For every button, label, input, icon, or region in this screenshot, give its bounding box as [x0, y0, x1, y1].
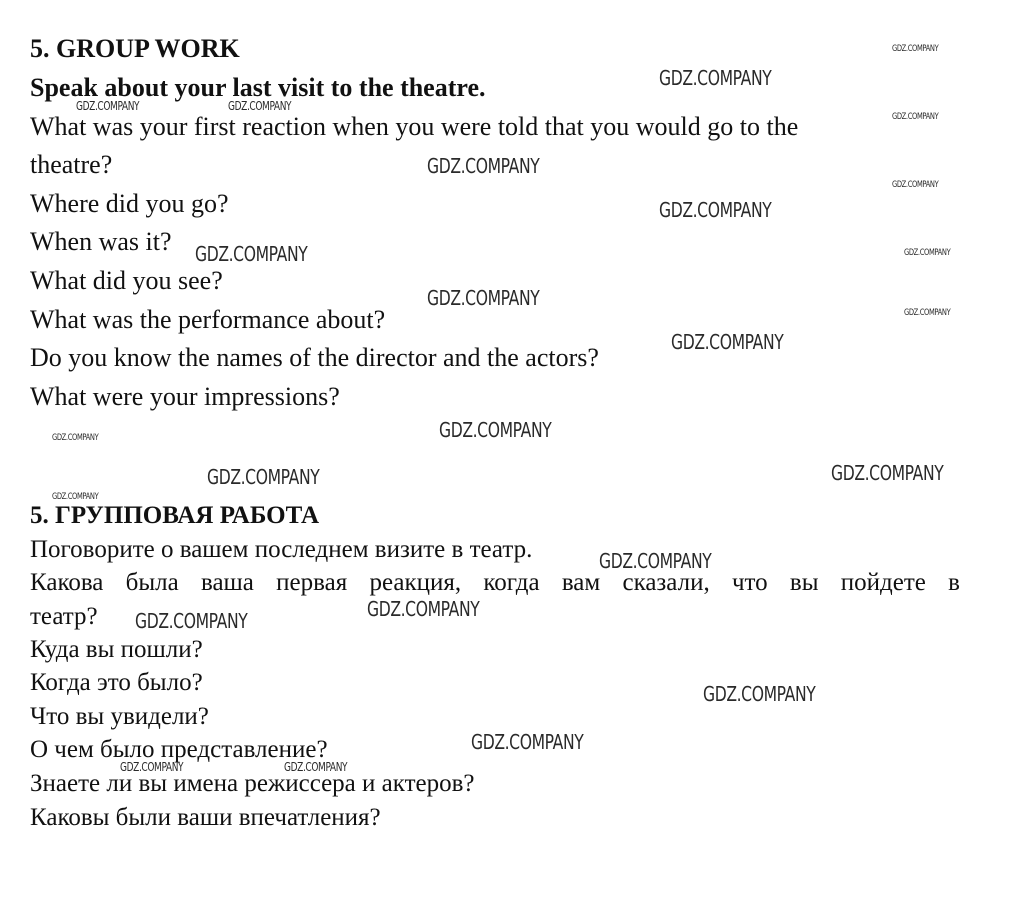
english-instruction: Speak about your last visit to the theatre. [30, 73, 486, 102]
russian-question-1-word: реакция, [369, 569, 462, 596]
russian-heading: 5. ГРУППОВАЯ РАБОТА [30, 502, 320, 529]
watermark-text: GDZ.COMPANY [427, 154, 540, 178]
russian-question-1-line-2: театр? [30, 603, 98, 630]
russian-question-1-word: первая [276, 569, 348, 596]
watermark-text: GDZ.COMPANY [471, 730, 584, 754]
watermark-text: GDZ.COMPANY [367, 597, 480, 621]
watermark-text: GDZ.COMPANY [703, 682, 816, 706]
english-question-7: What were your impressions? [30, 382, 340, 411]
russian-question-1-word: пойдете [840, 569, 926, 596]
watermark-text: GDZ.COMPANY [599, 549, 712, 573]
watermark-text: GDZ.COMPANY [120, 760, 184, 774]
russian-question-4: Что вы увидели? [30, 703, 209, 730]
russian-question-1-word: когда [483, 569, 540, 596]
russian-question-1-word: вы [789, 569, 819, 596]
russian-question-1-word: что [731, 569, 768, 596]
russian-question-1-word: в [948, 569, 960, 596]
watermark-text: GDZ.COMPANY [52, 492, 99, 502]
watermark-text: GDZ.COMPANY [831, 461, 944, 485]
watermark-text: GDZ.COMPANY [228, 99, 292, 113]
russian-instruction: Поговорите о вашем последнем визите в театр. [30, 536, 533, 563]
watermark-text: GDZ.COMPANY [892, 44, 939, 54]
russian-question-1-word: была [125, 569, 179, 596]
english-question-4: What did you see? [30, 266, 223, 295]
watermark-text: GDZ.COMPANY [439, 418, 552, 442]
russian-question-6: Знаете ли вы имена режиссера и актеров? [30, 770, 475, 797]
english-question-5: What was the performance about? [30, 305, 386, 334]
russian-question-1-word: Какова [30, 569, 104, 596]
english-question-3: When was it? [30, 227, 172, 256]
russian-question-5: О чем было представление? [30, 736, 328, 763]
russian-question-1-word: сказали, [622, 569, 710, 596]
watermark-text: GDZ.COMPANY [52, 433, 99, 443]
russian-question-1-line-1 [30, 568, 960, 598]
watermark-text: GDZ.COMPANY [207, 465, 320, 489]
russian-question-2: Куда вы пошли? [30, 636, 203, 663]
watermark-text: GDZ.COMPANY [904, 248, 951, 258]
watermark-text: GDZ.COMPANY [659, 66, 772, 90]
russian-question-7: Каковы были ваши впечатления? [30, 804, 381, 831]
watermark-text: GDZ.COMPANY [284, 760, 348, 774]
watermark-text: GDZ.COMPANY [427, 286, 540, 310]
watermark-text: GDZ.COMPANY [904, 308, 951, 318]
english-question-1-line-2: theatre? [30, 150, 113, 179]
english-question-1-line-1: What was your first reaction when you were told that you would go to the [30, 112, 799, 141]
russian-question-1-word: ваша [200, 569, 254, 596]
watermark-text: GDZ.COMPANY [135, 609, 248, 633]
watermark-text: GDZ.COMPANY [671, 330, 784, 354]
english-question-2: Where did you go? [30, 189, 229, 218]
watermark-text: GDZ.COMPANY [659, 198, 772, 222]
english-question-6: Do you know the names of the director and the actors? [30, 343, 599, 372]
watermark-text: GDZ.COMPANY [195, 242, 308, 266]
russian-question-3: Когда это было? [30, 669, 203, 696]
watermark-text: GDZ.COMPANY [892, 180, 939, 190]
watermark-text: GDZ.COMPANY [892, 112, 939, 122]
english-heading: 5. GROUP WORK [30, 34, 240, 63]
russian-question-1-word: вам [561, 569, 601, 596]
watermark-text: GDZ.COMPANY [76, 99, 140, 113]
